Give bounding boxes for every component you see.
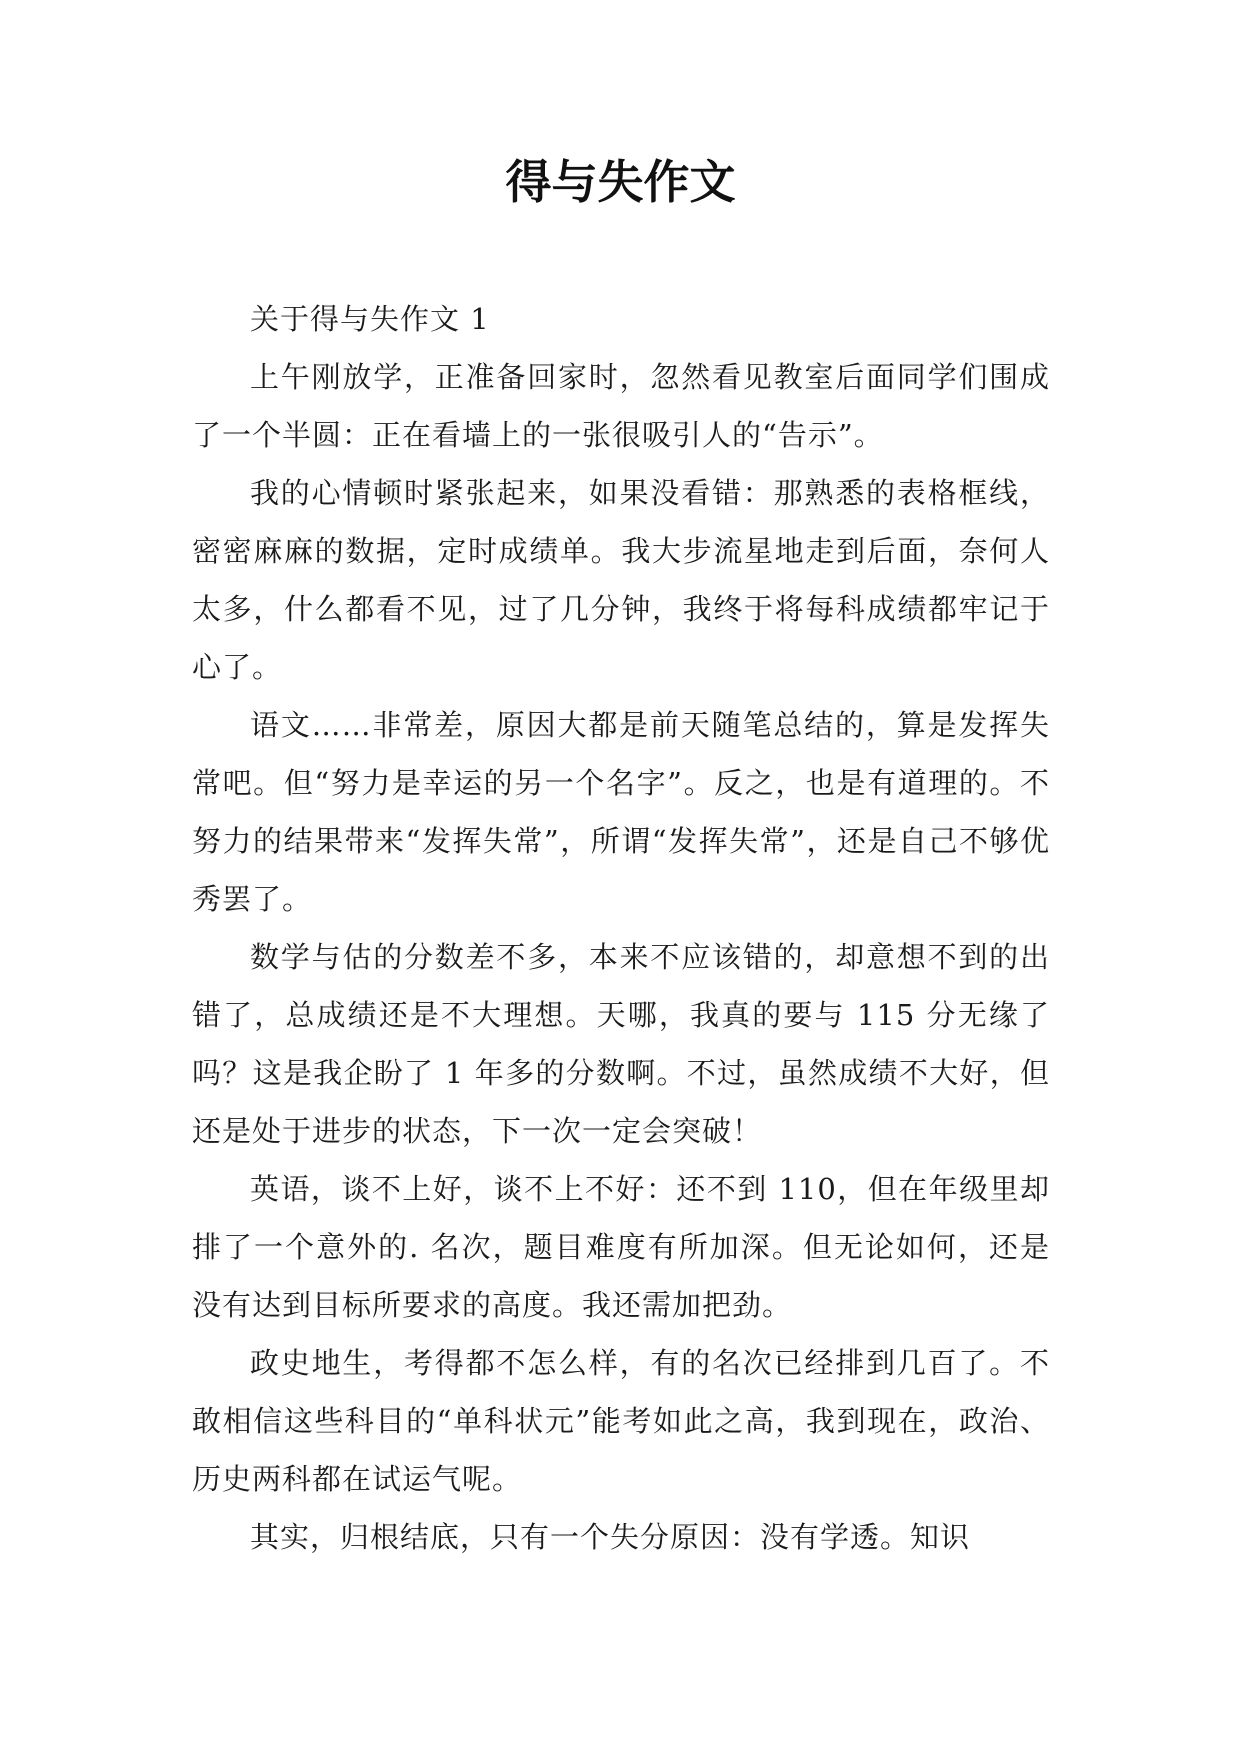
paragraph: 数学与估的分数差不多，本来不应该错的，却意想不到的出错了，总成绩还是不大理想。天哪，我真的要与 115 分无缘了吗？这是我企盼了 1 年多的分数啊。不过，虽然成绩不大好，但还是处于进步的状态，下一次一定会突破！ xyxy=(192,940,1050,1148)
section-heading: 关于得与失作文 1 xyxy=(250,302,490,336)
paragraph: 语文……非常差，原因大都是前天随笔总结的，算是发挥失常吧。但“努力是幸运的另一个名字”。反之，也是有道理的。不努力的结果带来“发挥失常”，所谓“发挥失常”，还是自己不够优秀罢了。 xyxy=(192,708,1050,916)
paragraph: 上午刚放学，正准备回家时，忽然看见教室后面同学们围成了一个半圆：正在看墙上的一张很吸引人的“告示”。 xyxy=(192,360,1050,452)
paragraph: 其实，归根结底，只有一个失分原因：没有学透。知识 xyxy=(250,1520,971,1554)
paragraph: 政史地生，考得都不怎么样，有的名次已经排到几百了。不敢相信这些科目的“单科状元”能考如此之高，我到现在，政治、历史两科都在试运气呢。 xyxy=(192,1346,1050,1496)
paragraph: 我的心情顿时紧张起来，如果没看错：那熟悉的表格框线，密密麻麻的数据，定时成绩单。我大步流星地走到后面，奈何人太多，什么都看不见，过了几分钟，我终于将每科成绩都牢记于心了。 xyxy=(192,476,1050,684)
document-title: 得与失作文 xyxy=(505,155,736,209)
paragraph: 英语，谈不上好，谈不上不好：还不到 110，但在年级里却排了一个意外的. 名次，题目难度有所加深。但无论如何，还是没有达到目标所要求的高度。我还需加把劲。 xyxy=(192,1172,1050,1322)
document-body xyxy=(192,290,1050,1566)
